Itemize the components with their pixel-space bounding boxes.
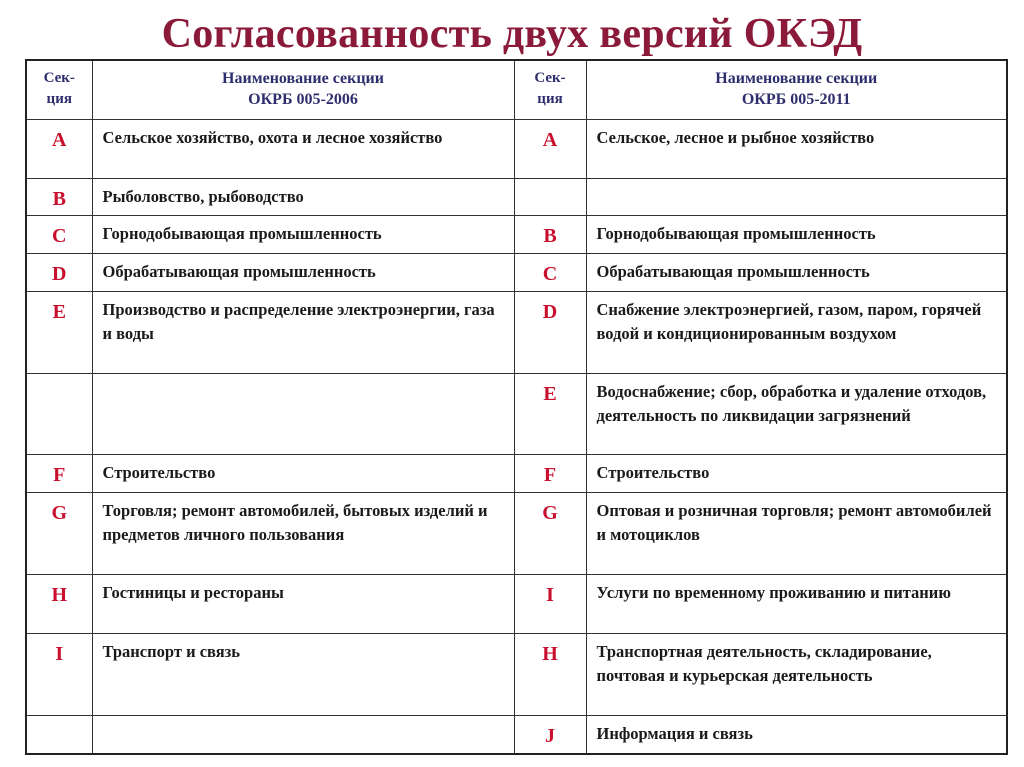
table-row — [26, 454, 1007, 492]
table-row — [26, 291, 1007, 373]
right-section-name: Обрабатывающая промышленность — [586, 253, 1007, 291]
right-section-name: Горнодобывающая промышленность — [586, 215, 1007, 253]
table-row — [26, 178, 1007, 215]
right-section-code: E — [514, 373, 586, 454]
left-section-name — [92, 373, 514, 454]
right-section-name: Оптовая и розничная торговля; ремонт автомобилей и мотоциклов — [586, 492, 1007, 574]
right-section-code: F — [514, 454, 586, 492]
right-section-name: Информация и связь — [586, 715, 1007, 754]
left-section-code: H — [26, 574, 92, 633]
table-row — [26, 253, 1007, 291]
left-section-name: Строительство — [92, 454, 514, 492]
left-section-code: D — [26, 253, 92, 291]
right-section-code: G — [514, 492, 586, 574]
table-row — [26, 373, 1007, 454]
header-left-name — [92, 60, 514, 119]
left-section-code — [26, 715, 92, 754]
left-section-code: G — [26, 492, 92, 574]
left-section-name: Торговля; ремонт автомобилей, бытовых изделий и предметов личного пользования — [92, 492, 514, 574]
left-section-name — [92, 715, 514, 754]
table-row — [26, 119, 1007, 178]
right-section-name: Сельское, лесное и рыбное хозяйство — [586, 119, 1007, 178]
right-section-name — [586, 178, 1007, 215]
table-row — [26, 574, 1007, 633]
table-row — [26, 215, 1007, 253]
right-section-code: I — [514, 574, 586, 633]
header-right-section — [514, 60, 586, 119]
header-right-name — [586, 60, 1007, 119]
header-right-name-label: Наименование секции ОКРБ 005-2011 — [715, 70, 878, 108]
right-section-name: Транспортная деятельность, складирование, почтовая и курьерская деятельность — [586, 633, 1007, 715]
left-section-code: E — [26, 291, 92, 373]
header-left-name-label: Наименование секции ОКРБ 005-2006 — [222, 70, 384, 108]
header-left-section-label: Сек- ция — [43, 70, 75, 107]
right-section-name: Снабжение электроэнергией, газом, паром, горячей водой и кондиционированным воздухом — [586, 291, 1007, 373]
right-section-code: J — [514, 715, 586, 754]
right-section-code — [514, 178, 586, 215]
right-section-name: Услуги по временному проживанию и питанию — [586, 574, 1007, 633]
left-section-name: Обрабатывающая промышленность — [92, 253, 514, 291]
page-title: Согласованность двух версий ОКЭД — [161, 11, 863, 57]
right-section-code: D — [514, 291, 586, 373]
table-row — [26, 633, 1007, 715]
left-section-name: Гостиницы и рестораны — [92, 574, 514, 633]
left-section-name: Рыболовство, рыбоводство — [92, 178, 514, 215]
right-section-code: H — [514, 633, 586, 715]
left-section-name: Производство и распределение электроэнергии, газа и воды — [92, 291, 514, 373]
right-section-name: Водоснабжение; сбор, обработка и удаление отходов, деятельность по ликвидации загрязнений — [586, 373, 1007, 454]
left-section-code: I — [26, 633, 92, 715]
left-section-name: Горнодобывающая промышленность — [92, 215, 514, 253]
right-section-code: A — [514, 119, 586, 178]
right-section-name: Строительство — [586, 454, 1007, 492]
left-section-name: Сельское хозяйство, охота и лесное хозяйство — [92, 119, 514, 178]
table-row — [26, 715, 1007, 754]
right-section-code: B — [514, 215, 586, 253]
left-section-code: C — [26, 215, 92, 253]
right-section-code: C — [514, 253, 586, 291]
left-section-name: Транспорт и связь — [92, 633, 514, 715]
header-left-section — [26, 60, 92, 119]
left-section-code — [26, 373, 92, 454]
table-row — [26, 492, 1007, 574]
okved-comparison-table — [25, 59, 1008, 755]
header-right-section-label: Сек- ция — [534, 70, 566, 107]
left-section-code: B — [26, 178, 92, 215]
left-section-code: F — [26, 454, 92, 492]
left-section-code: A — [26, 119, 92, 178]
table-header-row — [26, 60, 1007, 119]
